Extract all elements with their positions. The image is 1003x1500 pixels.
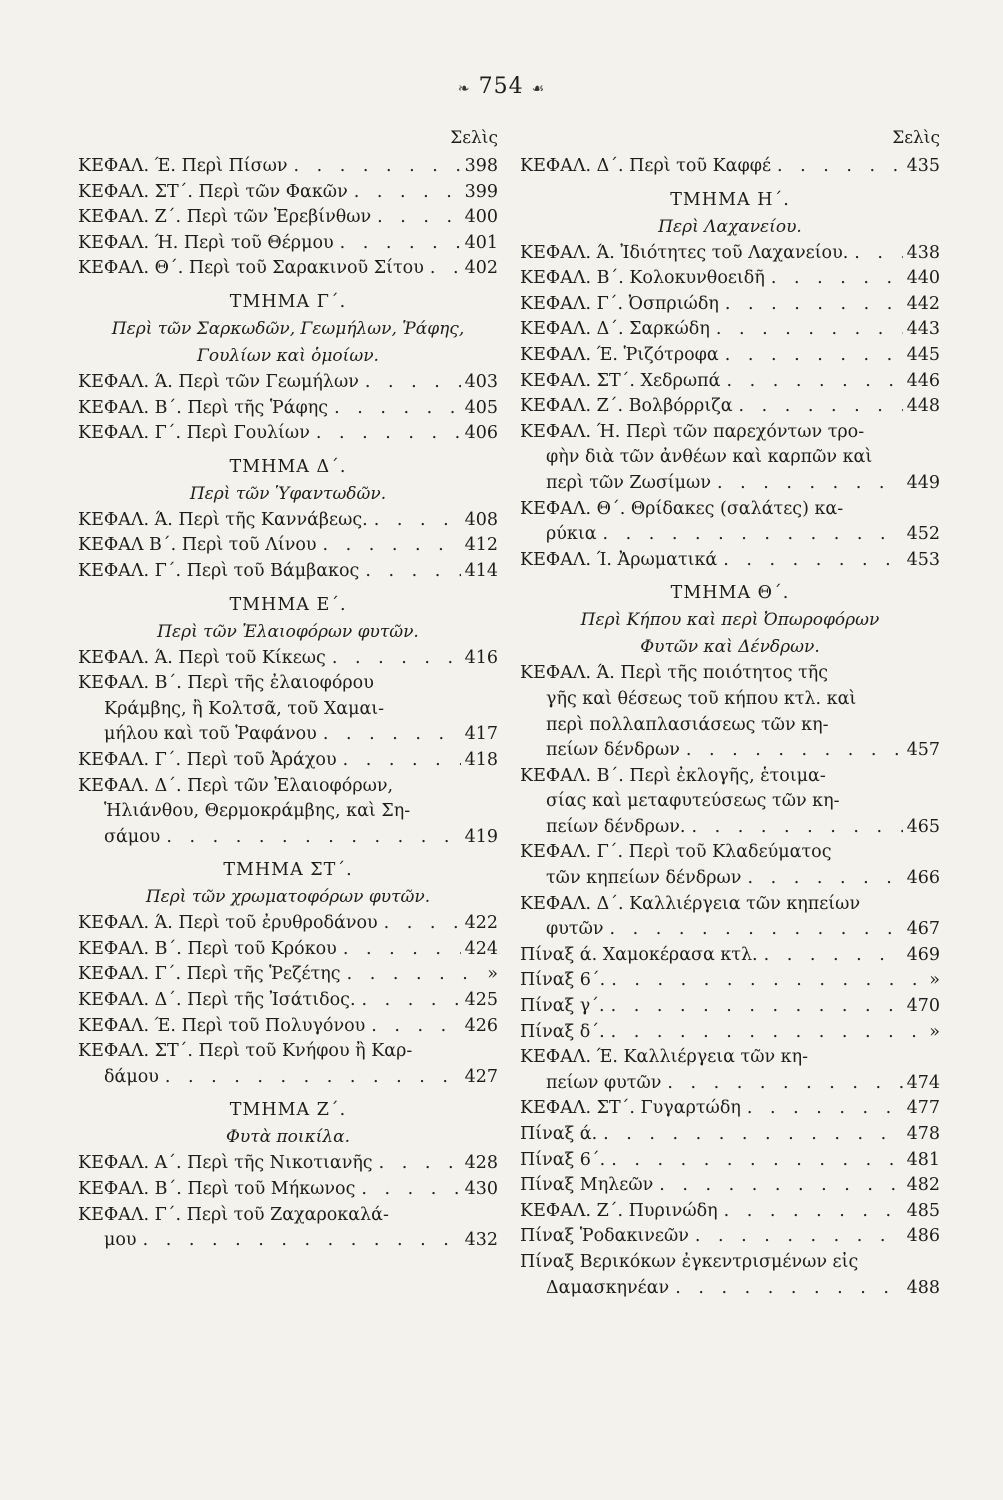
entry-first-line: ΚΕΦΑΛ. Θ΄. Θρίδακες (σαλάτες) κα- — [520, 498, 844, 519]
toc-entry — [520, 1020, 940, 1046]
entry-title: μου — [104, 1230, 137, 1251]
dot-leader — [368, 508, 461, 534]
entry-page-number: 414 — [464, 560, 498, 581]
dot-leader — [711, 471, 903, 497]
toc-entry — [78, 231, 498, 257]
entry-page-number: 465 — [906, 816, 940, 837]
toc-entry — [78, 396, 498, 422]
entry-title: ΚΕΦΑΛ. Δ΄. Σαρκώδη — [520, 319, 710, 340]
dot-leader — [373, 1151, 461, 1177]
entry-title: ΚΕΦΑΛ. Α΄. Περὶ τῆς Νικοτιανῆς — [78, 1153, 373, 1174]
dot-leader — [365, 1014, 460, 1040]
entry-page-number: 448 — [906, 396, 940, 417]
page-column-label: Σελὶς — [892, 128, 940, 148]
section-title: ΤΜΗΜΑ Δ΄. — [229, 456, 347, 477]
toc-entry — [520, 1224, 940, 1250]
entry-page-number: 427 — [464, 1066, 498, 1087]
entry-page-number: 478 — [906, 1124, 940, 1144]
entry-title: μήλου καὶ τοῦ Ῥαφάνου — [104, 724, 317, 745]
dot-leader — [359, 370, 461, 396]
page-header — [0, 74, 1003, 99]
section-subtitle: Περὶ Κήπου καὶ περὶ Ὀπωροφόρων — [580, 610, 880, 631]
dot-leader — [137, 1228, 461, 1254]
entry-title: πείων φυτῶν — [546, 1072, 662, 1093]
entry-page-number: 457 — [906, 740, 940, 761]
entry-title: Δαμασκηνέαν — [546, 1277, 670, 1298]
entry-first-line: ΚΕΦΑΛ. ΣΤ΄. Περὶ τοῦ Κνήφου ἢ Καρ- — [78, 1041, 413, 1062]
entry-title: ΚΕΦΑΛ. Γ΄. Περὶ τοῦ Βάμβακος — [78, 560, 360, 581]
toc-entry — [520, 968, 940, 994]
toc-entry — [520, 241, 940, 267]
dot-leader — [669, 1276, 902, 1302]
entry-page-number: 486 — [906, 1226, 940, 1247]
entry-page-number: 418 — [464, 749, 498, 770]
dot-leader — [719, 343, 903, 369]
entry-page-number: 488 — [906, 1277, 940, 1298]
toc-entry — [78, 1151, 498, 1177]
toc-entry — [520, 866, 940, 892]
dot-leader — [848, 241, 902, 267]
entry-title: ΚΕΦΑΛ. Δ΄. Περὶ τοῦ Καφφέ — [520, 156, 772, 176]
dot-leader — [710, 317, 903, 343]
dot-leader — [424, 256, 461, 282]
entry-first-line: ΚΕΦΑΛ. Β΄. Περὶ ἐκλογῆς, ἑτοιμα- — [520, 765, 826, 786]
dot-leader — [741, 866, 902, 892]
entry-page-number: 400 — [464, 207, 498, 228]
entry-page-number: 419 — [464, 826, 498, 847]
entry-page-number: 474 — [906, 1072, 940, 1093]
entry-page-number: 399 — [464, 181, 498, 202]
entry-first-line: ΚΕΦΑΛ. Δ΄. Περὶ τῶν Ἐλαιοφόρων, — [78, 775, 394, 796]
dot-leader — [603, 917, 902, 943]
entry-first-line: ΚΕΦΑΛ. Έ. Καλλιέργεια τῶν κη- — [520, 1047, 809, 1068]
dot-leader — [160, 825, 460, 851]
entry-title: ΚΕΦΑΛ. Ά. Ἰδιότητες τοῦ Λαχανείου. — [520, 242, 849, 263]
entry-page-number: 430 — [464, 1179, 498, 1200]
dot-leader — [758, 943, 903, 969]
entry-title: ΚΕΦΑΛ. Γ΄. Περὶ Γουλίων — [78, 423, 310, 444]
dot-leader — [605, 1148, 902, 1174]
toc-entry — [520, 369, 940, 395]
entry-first-line: ΚΕΦΑΛ. Δ΄. Καλλιέργεια τῶν κηπείων — [520, 893, 861, 914]
dot-leader — [317, 722, 461, 748]
entry-title: ΚΕΦΑΛ. Ά. Περὶ τῶν Γεωμήλων — [78, 371, 359, 392]
entry-title: ΚΕΦΑΛ. Γ΄. Ὀσπριώδη — [520, 293, 719, 314]
entry-page-number: 453 — [906, 549, 940, 570]
entry-first-line: ΚΕΦΑΛ. Γ΄. Περὶ τοῦ Ζαχαροκαλά- — [78, 1204, 389, 1225]
toc-entry — [520, 1199, 940, 1225]
entry-page-number: 426 — [464, 1015, 498, 1036]
toc-entry — [520, 343, 940, 369]
entry-title: ΚΕΦΑΛ. Γ΄. Περὶ τοῦ Ἀράχου — [78, 749, 337, 770]
entry-page-number: 406 — [464, 423, 498, 444]
section-subtitle: Περὶ τῶν χρωματοφόρων φυτῶν. — [145, 887, 431, 908]
toc-entry — [78, 1228, 498, 1254]
entry-title: Πίναξ 6΄. — [520, 1149, 606, 1170]
entry-page-number: » — [929, 970, 940, 991]
toc-entry — [78, 508, 498, 534]
entry-title: ΚΕΦΑΛ. Ή. Περὶ τοῦ Θέρμου — [78, 232, 334, 253]
entry-title: ΚΕΦΑΛ. Β΄. Περὶ τῆς Ῥάφης — [78, 397, 329, 418]
entry-first-line: Πίναξ Βερικόκων ἐγκεντρισμένων εἰς — [520, 1251, 859, 1272]
section-title: ΤΜΗΜΑ Ζ΄. — [229, 1100, 347, 1121]
entry-first-line: ΚΕΦΑΛ. Γ΄. Περὶ τοῦ Κλαδεύματος — [520, 842, 832, 863]
dot-leader — [765, 266, 903, 292]
dot-leader — [159, 1065, 461, 1091]
toc-entry — [78, 559, 498, 585]
dot-leader — [317, 533, 461, 559]
dot-leader — [719, 292, 903, 318]
toc-entry — [520, 1096, 940, 1122]
entry-title: ΚΕΦΑΛ. Ά. Περὶ τῆς Καννάβεως. — [78, 509, 368, 530]
entry-title: Πίναξ 6΄. — [520, 970, 606, 991]
entry-title: ΚΕΦΑΛ. Έ. Περὶ τοῦ Πολυγόνου — [78, 1015, 366, 1036]
entry-first-line: ΚΕΦΑΛ. Ή. Περὶ τῶν παρεχόντων τρο- — [520, 421, 865, 442]
entry-title: ΚΕΦΑΛ. ΣΤ΄. Χεδρωπά — [520, 370, 721, 391]
toc-entry — [520, 522, 940, 548]
entry-title: Πίναξ δ΄. — [520, 1021, 605, 1042]
dot-leader — [337, 937, 461, 963]
toc-entry — [520, 317, 940, 343]
entry-continuation: γῆς καὶ θέσεως τοῦ κήπου κτλ. καὶ — [546, 688, 857, 709]
entry-page-number: 482 — [906, 1175, 940, 1196]
toc-entry — [78, 937, 498, 963]
toc-entry — [520, 266, 940, 292]
entry-continuation: Ἡλιάνθου, Θερμοκράμβης, καὶ Ση- — [104, 801, 411, 822]
entry-title: ΚΕΦΑΛ. ΣΤ΄. Περὶ τῶν Φακῶν — [78, 181, 348, 202]
right-ornament-icon: ☙ — [531, 81, 546, 97]
toc-entry — [520, 994, 940, 1020]
entry-title: ρύκια — [546, 524, 597, 545]
entry-page-number: 412 — [464, 535, 498, 556]
toc-entry — [520, 394, 940, 420]
entry-title: ΚΕΦΑΛ. Β΄. Περὶ τοῦ Μήκωνος — [78, 1179, 356, 1200]
entry-page-number: 403 — [464, 371, 498, 392]
entry-title: Πίναξ γ΄. — [520, 996, 605, 1017]
entry-title: ΚΕΦΑΛ. Θ΄. Περὶ τοῦ Σαρακινοῦ Σίτου — [78, 258, 424, 279]
section-title: ΤΜΗΜΑ Θ΄. — [670, 583, 790, 604]
entry-title: ΚΕΦΑΛ. Β΄. Περὶ τοῦ Κρόκου — [78, 938, 337, 959]
entry-title: ΚΕΦΑΛ. ΣΤ΄. Γυγαρτώδη — [520, 1098, 741, 1119]
toc-entry — [520, 943, 940, 969]
entry-page-number: 402 — [464, 258, 498, 279]
entry-title: Πίναξ ά. Χαμοκέρασα κτλ. — [520, 944, 758, 965]
dot-leader — [334, 231, 461, 257]
dot-leader — [680, 738, 903, 764]
toc-entry — [520, 1148, 940, 1174]
toc-entry — [78, 154, 498, 180]
entry-page-number: 477 — [906, 1098, 940, 1119]
entry-title: ΚΕΦΑΛ. Ά. Περὶ τοῦ ἐρυθροδάνου — [78, 913, 378, 934]
section-subtitle: Περὶ τῶν Ἐλαιοφόρων φυτῶν. — [157, 621, 419, 642]
toc-entry — [520, 738, 940, 764]
entry-first-line: ΚΕΦΑΛ. Β΄. Περὶ τῆς ἐλαιοφόρου — [78, 673, 374, 694]
entry-page-number: 405 — [464, 397, 498, 418]
toc-entry — [78, 1065, 498, 1091]
section-title: ΤΜΗΜΑ ΣΤ΄. — [223, 860, 353, 881]
dot-leader — [341, 962, 484, 988]
toc-entry — [78, 962, 498, 988]
toc-entry — [78, 722, 498, 748]
toc-entry — [520, 1071, 940, 1097]
toc-entry — [520, 1276, 940, 1302]
entry-title: σάμου — [104, 826, 161, 847]
toc-entry — [520, 471, 940, 497]
entry-page-number: 416 — [464, 647, 498, 668]
dot-leader — [597, 522, 903, 548]
entry-page-number: 440 — [906, 268, 940, 289]
dot-leader — [378, 911, 461, 937]
section-subtitle: Περὶ Λαχανείου. — [658, 216, 802, 237]
entry-title: Πίναξ ά. — [520, 1124, 598, 1144]
entry-page-number: 442 — [906, 293, 940, 314]
dot-leader — [689, 1224, 903, 1250]
entry-page-number: 449 — [906, 472, 940, 493]
entry-page-number: 452 — [906, 524, 940, 545]
dot-leader — [310, 421, 461, 447]
section-subtitle: Περὶ τῶν Ὑφαντωδῶν. — [189, 483, 387, 504]
toc-entry — [78, 825, 498, 851]
entry-page-number: 401 — [464, 232, 498, 253]
toc-entry — [78, 1177, 498, 1203]
entry-title: τῶν κηπείων δένδρων — [546, 868, 742, 889]
toc-entry — [520, 917, 940, 943]
section-title: ΤΜΗΜΑ Ε΄. — [229, 594, 347, 615]
section-subtitle: Γουλίων καὶ ὁμοίων. — [197, 345, 379, 366]
entry-page-number: 428 — [464, 1153, 498, 1174]
left-column — [78, 128, 498, 1254]
entry-continuation: φὴν διὰ τῶν ἀνθέων καὶ καρπῶν καὶ — [546, 447, 873, 468]
entry-continuation: περὶ πολλαπλασιάσεως τῶν κη- — [546, 714, 829, 735]
entry-continuation: Κράμβης, ἢ Κολτσᾶ, τοῦ Χαμαι- — [104, 698, 385, 719]
dot-leader — [328, 396, 461, 422]
entry-title: φυτῶν — [546, 919, 604, 940]
entry-page-number: 424 — [464, 938, 498, 959]
toc-entry — [78, 646, 498, 672]
dot-leader — [605, 968, 925, 994]
entry-page-number: 481 — [906, 1149, 940, 1170]
toc-entry — [78, 256, 498, 282]
toc-entry — [78, 533, 498, 559]
dot-leader — [371, 205, 460, 231]
toc-entry — [520, 815, 940, 841]
entry-title: ΚΕΦΑΛ. Γ΄. Περὶ τῆς Ῥεζέτης — [78, 964, 341, 985]
entry-title: ΚΕΦΑΛ. Β΄. Κολοκυνθοειδῆ — [520, 268, 765, 289]
dot-leader — [348, 180, 461, 206]
toc-entry — [520, 548, 940, 574]
toc-entry — [78, 421, 498, 447]
dot-leader — [653, 1173, 902, 1199]
dot-leader — [605, 994, 903, 1020]
entry-page-number: 446 — [906, 370, 940, 391]
dot-leader — [741, 1096, 903, 1122]
page-column-label: Σελὶς — [450, 128, 498, 148]
entry-title: ΚΕΦΑΛ. Ζ΄. Περὶ τῶν Ἐρεβίνθων — [78, 207, 372, 228]
dot-leader — [733, 394, 903, 420]
left-ornament-icon: ❧ — [457, 81, 471, 97]
toc-entry — [78, 205, 498, 231]
entry-page-number: 435 — [906, 156, 940, 176]
entry-page-number: 425 — [464, 990, 498, 1011]
section-title: ΤΜΗΜΑ Η΄. — [670, 189, 790, 210]
dot-leader — [718, 1199, 903, 1225]
toc-entry — [520, 1122, 940, 1148]
entry-title: δάμου — [104, 1066, 159, 1087]
entry-continuation: σίας καὶ μεταφυτεύσεως τῶν κη- — [546, 791, 840, 812]
entry-title: ΚΕΦΑΛ. Ζ΄. Πυρινώδη — [520, 1200, 718, 1221]
entry-title: Πίναξ Μηλεῶν — [520, 1175, 654, 1196]
entry-page-number: 438 — [906, 242, 940, 263]
dot-leader — [661, 1071, 902, 1097]
entry-title: Πίναξ Ῥοδακινεῶν — [520, 1226, 689, 1247]
entry-title: ΚΕΦΑΛ. Ζ΄. Βολβόρριζα — [520, 396, 733, 417]
entry-page-number: 408 — [464, 509, 498, 530]
page-number: 754 — [478, 74, 524, 99]
dot-leader — [605, 1020, 926, 1046]
dot-leader — [356, 988, 461, 1014]
toc-entry — [78, 988, 498, 1014]
toc-entry — [78, 180, 498, 206]
toc-entry — [78, 1014, 498, 1040]
entry-title: ΚΕΦΑΛ. Έ. Περὶ Πίσων — [78, 156, 288, 176]
section-subtitle: Περὶ τῶν Σαρκωδῶν, Γεωμήλων, Ῥάφης, — [111, 318, 465, 339]
entry-page-number: 485 — [906, 1200, 940, 1221]
entry-title: ΚΕΦΑΛ. Ί. Ἀρωματικά — [520, 549, 718, 570]
entry-title: ΚΕΦΑΛ. Ά. Περὶ τοῦ Κίκεως — [78, 647, 326, 668]
section-subtitle: Φυτῶν καὶ Δένδρων. — [640, 637, 820, 658]
entry-title: ΚΕΦΑΛ. Έ. Ῥιζότροφα — [520, 344, 719, 365]
entry-page-number: » — [487, 964, 498, 985]
entry-page-number: 432 — [464, 1230, 498, 1251]
section-subtitle: Φυτὰ ποικίλα. — [225, 1127, 351, 1148]
entry-first-line: ΚΕΦΑΛ. Ά. Περὶ τῆς ποιότητος τῆς — [520, 663, 829, 684]
entry-title: περὶ τῶν Ζωσίμων — [546, 472, 711, 493]
section-title: ΤΜΗΜΑ Γ΄. — [229, 291, 347, 312]
right-column — [520, 128, 940, 1301]
entry-page-number: 466 — [906, 868, 940, 889]
entry-page-number: 398 — [464, 156, 498, 176]
toc-entry — [78, 370, 498, 396]
dot-leader — [288, 154, 461, 180]
entry-title: ΚΕΦΑΛ. Δ΄. Περὶ τῆς Ἰσάτιδος. — [78, 990, 356, 1011]
entry-page-number: 417 — [464, 724, 498, 745]
toc-entry — [520, 292, 940, 318]
dot-leader — [326, 646, 461, 672]
entry-title: πείων δένδρων. — [546, 816, 686, 837]
entry-title: πείων δένδρων — [546, 740, 680, 761]
entry-page-number: » — [929, 1021, 940, 1042]
dot-leader — [771, 154, 903, 180]
dot-leader — [359, 559, 460, 585]
entry-page-number: 469 — [906, 944, 940, 965]
entry-page-number: 470 — [906, 996, 940, 1017]
entry-page-number: 445 — [906, 344, 940, 365]
entry-page-number: 422 — [464, 913, 498, 934]
dot-leader — [685, 815, 902, 841]
dot-leader — [337, 748, 461, 774]
toc-entry — [520, 154, 940, 180]
toc-entry — [78, 911, 498, 937]
entry-page-number: 467 — [906, 919, 940, 940]
entry-title: ΚΕΦΑΛ Β΄. Περὶ τοῦ Λίνου — [78, 535, 317, 556]
dot-leader — [720, 369, 902, 395]
toc-entry — [520, 1173, 940, 1199]
dot-leader — [355, 1177, 460, 1203]
toc-entry — [78, 748, 498, 774]
entry-page-number: 443 — [906, 319, 940, 340]
dot-leader — [597, 1122, 902, 1148]
dot-leader — [717, 548, 902, 574]
